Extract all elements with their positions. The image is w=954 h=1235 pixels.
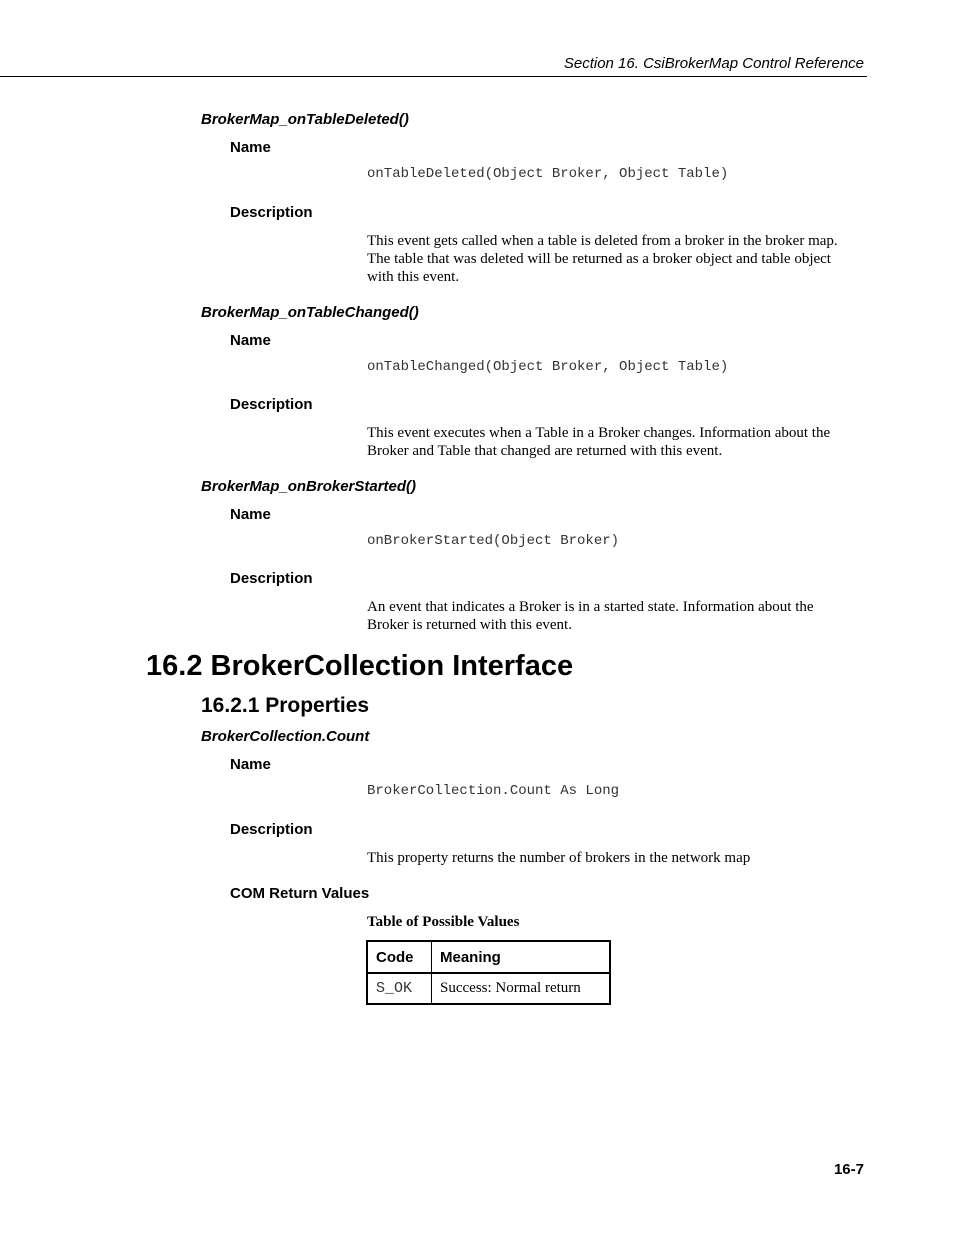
signature-code: onBrokerStarted(Object Broker): [367, 533, 620, 549]
description-text: [367, 424, 862, 460]
header-divider: [0, 76, 867, 77]
description-line: The table that was deleted will be returned as a broker object and table object: [367, 251, 831, 267]
description-label: Description: [230, 570, 313, 587]
column-header-meaning: Meaning: [432, 941, 611, 973]
column-header-code: Code: [367, 941, 432, 973]
description-label: Description: [230, 204, 313, 221]
signature-code: onTableDeleted(Object Broker, Object Table): [367, 166, 729, 182]
table-header-row: [367, 941, 610, 973]
description-line: Broker is returned with this event.: [367, 617, 572, 633]
description-line: This event gets called when a table is deleted from a broker in the broker map.: [367, 233, 838, 249]
possible-values-table: [366, 940, 611, 1005]
description-line: with this event.: [367, 269, 460, 285]
description-line: Broker and Table that changed are returned with this event.: [367, 443, 723, 459]
table-caption: Table of Possible Values: [367, 914, 520, 930]
description-line: This event executes when a Table in a Broker changes. Information about the: [367, 425, 831, 441]
table-cell-code: S_OK: [367, 973, 432, 1004]
description-line: An event that indicates a Broker is in a started state. Information about the: [367, 599, 814, 615]
name-label: Name: [230, 506, 271, 523]
table-row: [367, 973, 610, 1004]
table-cell-meaning: Success: Normal return: [432, 973, 611, 1004]
description-text: [367, 232, 862, 286]
description-label: Description: [230, 821, 313, 838]
section-heading: 16.2 BrokerCollection Interface: [146, 650, 574, 682]
running-header: Section 16. CsiBrokerMap Control Reference: [563, 55, 864, 72]
name-label: Name: [230, 332, 271, 349]
subsection-heading: 16.2.1 Properties: [201, 694, 370, 717]
description-text: [367, 598, 862, 634]
signature-code: BrokerCollection.Count As Long: [367, 783, 620, 799]
property-title: BrokerCollection.Count: [201, 728, 370, 745]
event-title-table-deleted: BrokerMap_onTableDeleted(): [201, 111, 409, 128]
description-text: This property returns the number of brokers in the network map: [367, 850, 751, 866]
com-return-values-label: COM Return Values: [230, 885, 370, 902]
name-label: Name: [230, 756, 271, 773]
event-title-table-changed: BrokerMap_onTableChanged(): [201, 304, 419, 321]
description-label: Description: [230, 396, 313, 413]
event-title-broker-started: BrokerMap_onBrokerStarted(): [201, 478, 417, 495]
signature-code: onTableChanged(Object Broker, Object Table): [367, 359, 729, 375]
page-number: 16-7: [833, 1161, 864, 1178]
name-label: Name: [230, 139, 271, 156]
